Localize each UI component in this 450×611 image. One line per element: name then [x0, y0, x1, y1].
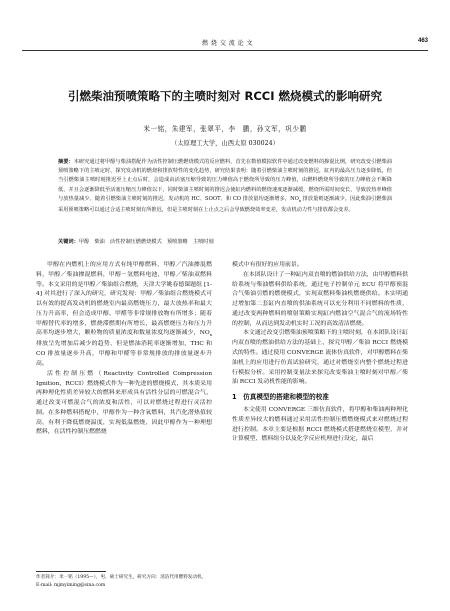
- page-number: 463: [417, 38, 428, 44]
- section-heading: 1 仿真模型的搭建和模型的校准: [232, 393, 329, 402]
- footnote-author: 作者简介：米一铭（1995—），男，硕士研究生，研究方向：清洁代用燃料发动机。: [36, 575, 207, 580]
- keywords: [58, 238, 392, 245]
- abstract: 摘要：本研究通过将甲醇与柴油搭配作为活性控制压燃燃烧模式的反应燃料，首先在数值模拟软件中通过改变燃料的掺混比例，研究改变引燃柴油预喷策略下的主喷定时，探究发动机的燃烧和排放特性的变化趋势，研究结果表明：随着引燃柴油主喷时刻的推迟，缸内的最高压力逐步降低，但当引燃柴油主喷时刻推迟至上止点后时，会造成由活塞压缩导致的压力峰值高于燃烧所导致的压力峰值，由燃料燃烧所导致的压力峰值会不断降低，并且会逐渐降低至活塞压缩压力峰值以下，同时柴油主喷时刻的推迟会使缸内燃料的燃烧速度逐渐减缓，燃烧所需时间变长，导致放热率峰值与放热量减少。随着引燃柴油主喷时刻的推迟，发动机的 HC、SOOT、和 CO 排放量均逐渐增多，$NO_x$ 排放量则逐渐减少。因此柴油引燃柴油采用预喷策略可以通过合适主喷时刻有所推迟，但是主喷时刻在上止点之后会导致燃烧效率变差，发动机动力性与排放都会变差。: [58, 159, 392, 214]
- abstract-label: 摘要：: [58, 159, 74, 165]
- footnote-email: E-mail: mjmyiming@sina.com: [36, 582, 106, 588]
- affiliation: （太原理工大学，山西太原 030024）: [171, 140, 279, 147]
- journal-section-label: 燃 烧 交 流 论 文: [202, 40, 254, 47]
- paragraph: 模式中有很好的应用前景。: [232, 262, 303, 268]
- page-header: [22, 36, 428, 51]
- keywords-text: 甲醇 柴油 活性控制压燃燃烧模式 预喷策略 主喷时刻: [78, 239, 214, 245]
- body-column-right: [232, 261, 408, 445]
- paragraph: 本文使用 CONVERGE 三维仿真软件，将甲醇和柴油两种理化性质差异较大的燃料通过采用活性控制压燃燃烧模式来对燃烧过程进行控制。本章主要是根据 RCCI 燃烧模式搭建燃烧室模型，并对计算模型、燃料组分以及化学反应机理进行设定，最后: [232, 406, 408, 443]
- paragraph: 在本团队设计了一种缸内双直喷的燃油供给方法，由甲醇燃料供给系统与柴油燃料供给系统，通过电子控制单元 ECU 将甲醇预混合气柴油引燃的燃烧模式，实现双燃料柴油机燃烧供给。本实明通过增加第二套缸内直喷的供油系统可以充分利用不同燃料的性质，通过改变两种燃料的喷射策略实现缸内燃油空气混合气的流场特性的控制，从而达到发动机实时工况的高效清洁燃烧。: [232, 271, 408, 327]
- abstract-text-continued: 排放量则逐渐减少。因此柴油引燃柴油采用预喷策略可以通过合适主喷时刻有所推迟，但是主喷时刻在上止点之后会导致燃烧效率变差，发动机动力性与排放都会变差。: [58, 195, 392, 214]
- body-column-left: [36, 261, 212, 438]
- author-list: 米一铭，朱建军，张翠平，李 鹏，孙文军，巩少鹏: [143, 125, 307, 133]
- keywords-label: 关键词：: [58, 239, 79, 245]
- footnote: [36, 574, 216, 589]
- paper-title: 引燃柴油预喷策略下的主喷时刻对 RCCI 燃烧模式的影响研究: [67, 89, 383, 103]
- paragraph: 本文通过改变引燃柴油预喷策略下的主喷时刻，在本团队设计缸内双直喷的燃油供给方法的基础上，探究甲醇／柴油 RCCI 燃烧模式的特性。通过使用 CONVERGE 流体仿真软件，对甲醇燃料在柴油机上的应用进行仿真试验研究，通过对燃烧室内整个燃烧过程进行模拟分析。采用控制变量法来探究改变柴油主喷时刻对甲醇／柴油 RCCI 发动机性能的影响。: [232, 330, 408, 386]
- footnote-rule: [36, 571, 106, 572]
- abstract-text: 本研究通过将甲醇与柴油搭配作为活性控制压燃燃烧模式的反应燃料，首先在数值模拟软件中通过改变燃料的掺混比例，研究改变引燃柴油预喷策略下的主喷定时，探究发动机的燃烧和排放特性的变化趋势，研究结果表明：随着引燃柴油主喷时刻的推迟，缸内的最高压力逐步降低，但当引燃柴油主喷时刻推迟至上止点后时，会造成由活塞压缩导致的压力峰值高于燃烧所导致的压力峰值，由燃料燃烧所导致的压力峰值会不断降低，并且会逐渐降低至活塞压缩压力峰值以下，同时柴油主喷时刻的推迟会使缸内燃料的燃烧速度逐渐减缓，燃烧所需时间变长，导致放热率峰值与放热量减少。随着引燃柴油主喷时刻的推迟，发动机的 HC、SOOT、和 CO 排放量均逐渐增多，NO: [58, 159, 392, 202]
- paragraph: 甲醇在内燃机上的应用方式有纯甲醇燃料，甲醇／汽油掺混燃料，甲醇／柴油掺混燃料，甲醇－氢燃料电池，甲醇／柴油双燃料等。本文采用的是甲醇／柴油组合燃烧，天津大学姚春德课题组 [1-4] 对其进行了深入的研究，研究发现：甲醇／柴油组合燃烧模式可以有效的提高发动机的燃烧室内最高燃烧压力，最大放热率和最大压力升高率，但会造成甲醇、甲醛等非常规排放物有所增多；随着甲醇替代率的增多，燃烧滞燃期有所增长，最高燃烧压力和压力升高率均逐步增大，颗粒物的质量浓度和数量浓度均逐渐减少，$NO_x$ 排放呈先增加后减少的趋势，但是燃油消耗率逐渐增加，THC 和 CO 排放量逐步升高，甲醇和甲醛等非常规排放的排放量逐步升高。: [36, 262, 212, 367]
- paragraph: 活性控制压燃（Reactivity Controlled Compression Ignition，RCCI）燃烧模式作为一种先进的燃烧模式，其本质采用两种理化性质差异较大的燃料来形成具有活性分层的可燃混合气，通过改变可燃混合气的浓度和活性，可以对燃烧过程进行灵活控制。在多种燃料搭配中，甲醇作为一种含氧燃料，其汽化潜热值较高，有利于降低燃烧温度，实现低温燃烧，因此甲醇作为一种理想燃料，在活性控制压燃燃烧: [36, 370, 212, 436]
